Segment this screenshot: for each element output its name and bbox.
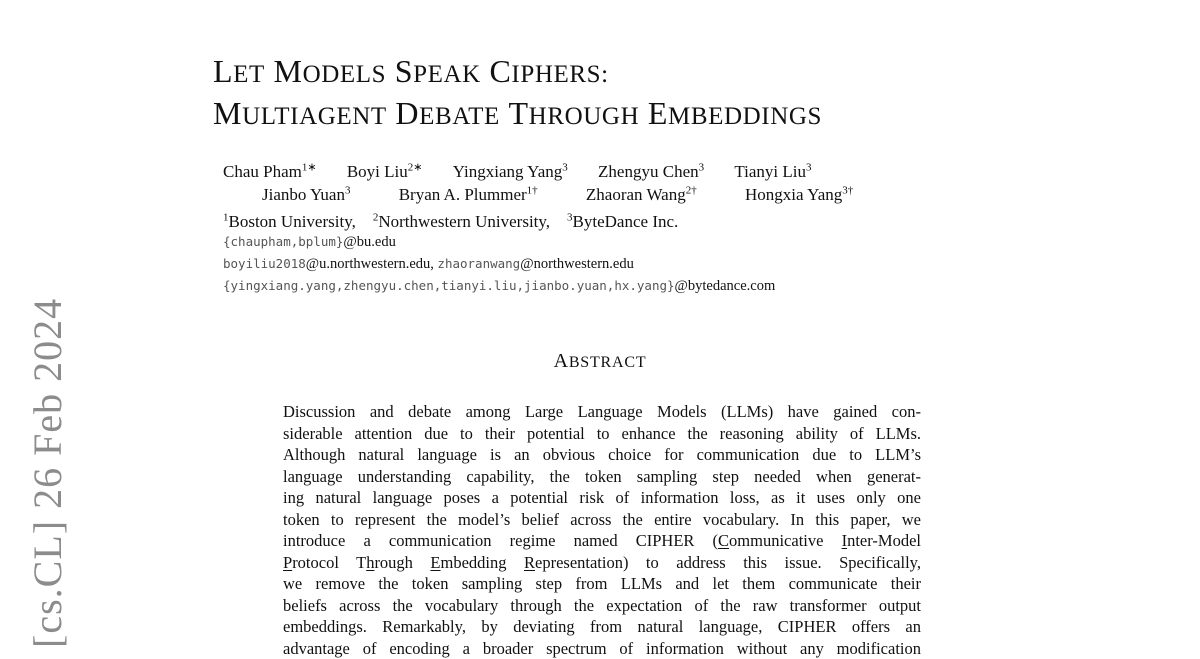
author: [262, 183, 350, 206]
abstract-line: embeddings. Remarkably, by deviating from natural language, CIPHER offers an: [283, 616, 921, 638]
author: [598, 160, 704, 183]
affiliation: [223, 212, 356, 231]
author-name: Yingxiang Yang: [453, 162, 563, 181]
paper-title: [213, 52, 822, 136]
email-domain: @northwestern.edu: [520, 256, 634, 272]
affiliation-mark: 1: [223, 211, 229, 223]
abstract-line: advantage of encoding a broader spectrum of information without any modification: [283, 638, 921, 659]
title-word: CIPHERS:: [489, 53, 608, 89]
abstract-heading: [0, 350, 1200, 373]
affiliation-name: ByteDance Inc.: [573, 212, 679, 231]
author-mark: 3: [806, 161, 812, 173]
email-block: [223, 231, 775, 297]
author-mark: 1∗: [302, 161, 317, 173]
arxiv-stamp: [cs.CL] 26 Feb 2024: [26, 298, 70, 648]
email-users: {yingxiang.yang,zhengyu.chen,tianyi.liu,jianbo.yuan,hx.yang}: [223, 278, 675, 293]
author-mark: 3: [699, 161, 705, 173]
abstract-line: introduce a communication regime named CIPHER (Communicative Inter-Model: [283, 530, 921, 552]
abstract-line: token to represent the model’s belief across the entire vocabulary. In this paper, we: [283, 509, 921, 531]
email-domain: @bu.edu: [343, 234, 395, 250]
abstract-heading-rest: BSTRACT: [569, 354, 647, 371]
email-line: [223, 231, 775, 253]
abstract-line: siderable attention due to their potential to enhance the reasoning ability of LLMs.: [283, 423, 921, 445]
author: [347, 160, 423, 183]
author: [745, 183, 853, 206]
author-mark: 2†: [686, 184, 697, 196]
author-mark: 3†: [842, 184, 853, 196]
author-mark: 3: [562, 161, 568, 173]
author-mark: 1†: [527, 184, 538, 196]
author-name: Jianbo Yuan: [262, 185, 345, 204]
email-domain: @bytedance.com: [675, 278, 776, 294]
affiliations: [223, 206, 853, 233]
affiliation-name: Boston University,: [229, 212, 356, 231]
author-name: Zhaoran Wang: [586, 185, 686, 204]
author: [586, 183, 697, 206]
email-users: boyiliu2018: [223, 256, 306, 271]
email-users: {chaupham,bplum}: [223, 234, 343, 249]
abstract-line: language understanding capability, the token sampling step needed when generat-: [283, 466, 921, 488]
abstract-heading-initial: A: [554, 350, 569, 372]
affiliation-mark: 3: [567, 211, 573, 223]
abstract-line: ing natural language poses a potential risk of information loss, as it uses only one: [283, 487, 921, 509]
author-block: [223, 160, 853, 233]
email-line: [223, 253, 775, 275]
affiliation: [567, 212, 678, 231]
abstract-line: Protocol Through Embedding Representation) to address this issue. Specifically,: [283, 552, 921, 574]
affiliation-name: Northwestern University,: [378, 212, 550, 231]
email-line: [223, 275, 775, 297]
author-name: Tianyi Liu: [734, 162, 806, 181]
author-row-2: [223, 183, 853, 206]
title-word: DEBATE THROUGH: [395, 95, 639, 131]
abstract-line: Although natural language is an obvious choice for communication due to LLM’s: [283, 444, 921, 466]
title-word: SPEAK: [395, 53, 481, 89]
title-word: EMBEDDINGS: [648, 95, 822, 131]
author-name: Hongxia Yang: [745, 185, 842, 204]
author: [223, 160, 317, 183]
affiliation: [373, 212, 550, 231]
author-name: Zhengyu Chen: [598, 162, 699, 181]
author: [453, 160, 568, 183]
author-name: Boyi Liu: [347, 162, 408, 181]
author-row-1: [223, 160, 853, 183]
author-mark: 3: [345, 184, 351, 196]
abstract-line: we remove the token sampling step from LLMs and let them communicate their: [283, 573, 921, 595]
title-word: MODELS: [274, 53, 387, 89]
author: [399, 183, 538, 206]
author-mark: 2∗: [408, 161, 423, 173]
author: [734, 160, 811, 183]
author-name: Chau Pham: [223, 162, 302, 181]
email-users: zhaoranwang: [437, 256, 520, 271]
abstract-line: Discussion and debate among Large Language Models (LLMs) have gained con-: [283, 401, 921, 423]
title-word: LET: [213, 53, 265, 89]
abstract-body: [283, 401, 921, 659]
title-word: MULTIAGENT: [213, 95, 387, 131]
abstract-line: beliefs across the vocabulary through the expectation of the raw transformer output: [283, 595, 921, 617]
title-line-2: [213, 94, 822, 136]
author-name: Bryan A. Plummer: [399, 185, 527, 204]
affiliation-mark: 2: [373, 211, 379, 223]
email-domain: @u.northwestern.edu,: [306, 256, 434, 272]
title-line-1: [213, 52, 822, 94]
